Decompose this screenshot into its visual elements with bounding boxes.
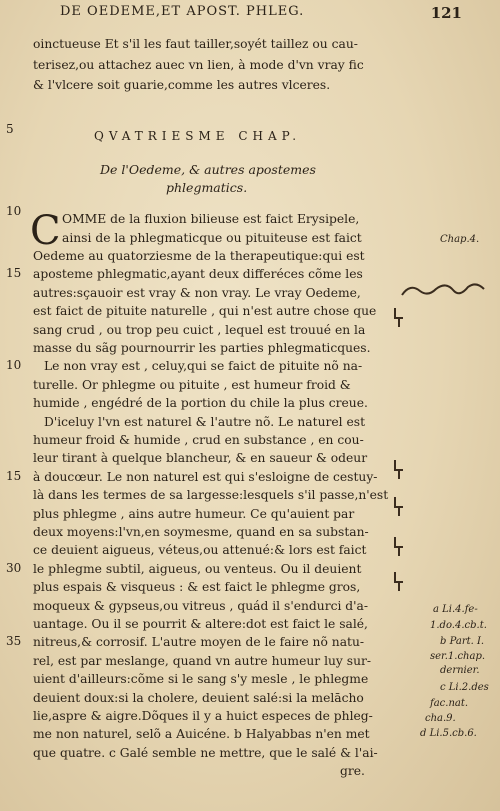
- marginal-cross-mark-icon: [392, 458, 406, 480]
- line-number: 10: [6, 204, 22, 218]
- margin-note: d Li.5.cb.6.: [420, 728, 477, 739]
- text-line: moqueux & gypseus,ou vitreus , quád il s'endurci d'a-: [33, 599, 369, 613]
- marginal-cross-mark-icon: [392, 495, 406, 517]
- chapter-subtitle: De l'Oedeme, & autres apostemes: [100, 162, 316, 177]
- line-number: 15: [6, 266, 22, 280]
- text-line: humeur froid & humide , crud en substance , en cou-: [33, 433, 364, 447]
- text-line: rel, est par meslange, quand vn autre humeur luy sur-: [33, 654, 372, 668]
- text-line: autres:sçauoir est vray & non vray. Le vray Oedeme,: [33, 286, 361, 300]
- text-line: est faict de pituite naturelle , qui n'est autre chose que: [33, 304, 377, 318]
- text-line: Oedeme au quatorziesme de la therapeutique:qui est: [33, 249, 365, 263]
- text-line: nitreus,& corrosif. L'autre moyen de le faire nõ natu-: [33, 635, 365, 649]
- margin-note: Chap.4.: [440, 234, 480, 245]
- text-line: aposteme phlegmatic,ayant deux differéces cõme les: [33, 267, 363, 281]
- text-line: & l'vlcere soit guarie,comme les autres vlceres.: [33, 78, 331, 92]
- line-number: 10: [6, 358, 22, 372]
- line-number: 35: [6, 634, 22, 648]
- line-number: 30: [6, 561, 22, 575]
- text-line: plus phlegme , ains autre humeur. Ce qu'auient par: [33, 507, 355, 521]
- chapter-heading: QVATRIESME CHAP.: [94, 129, 302, 143]
- text-line: ainsi de la phlegmaticque ou pituiteuse est faict: [62, 231, 362, 245]
- text-line: Le non vray est , celuy,qui se faict de pituite nõ na-: [44, 359, 363, 373]
- text-line: uantage. Ou il se pourrit & altere:dot est faict le salé,: [33, 617, 368, 631]
- text-line: le phlegme subtil, aigueus, ou venteus. Ou il deuient: [33, 562, 362, 576]
- text-line: deux moyens:l'vn,en soymesme, quand en sa substan-: [33, 525, 369, 539]
- drop-cap: C: [30, 208, 61, 254]
- text-line: plus espais & visqueus : & est faict le phlegme gros,: [33, 580, 361, 594]
- text-line: leur tirant à quelque blancheur, & en saueur & odeur: [33, 451, 368, 465]
- text-line: que quatre. c Galé semble ne mettre, que le salé & l'ai-: [33, 746, 378, 760]
- margin-note: dernier.: [440, 665, 480, 676]
- text-line: uient d'ailleurs:cõme si le sang s'y mesle , le phlegme: [33, 672, 369, 686]
- text-line: D'iceluy l'vn est naturel & l'autre nõ. Le naturel est: [44, 415, 366, 429]
- text-line: gre.: [340, 764, 365, 778]
- handwritten-scribble-icon: [396, 275, 496, 315]
- margin-note: cha.9.: [425, 713, 456, 724]
- margin-note: c Li.2.des: [440, 682, 489, 693]
- line-number: 15: [6, 469, 22, 483]
- text-line: oinctueuse Et s'il les faut tailler,soyét taillez ou cau-: [33, 37, 358, 51]
- page-number: 121: [430, 4, 462, 22]
- margin-note: b Part. I.: [440, 636, 485, 647]
- text-line: OMME de la fluxion bilieuse est faict Erysipele,: [62, 212, 360, 226]
- text-line: là dans les termes de sa largesse:lesquels s'il passe,n'est: [33, 488, 389, 502]
- running-header: [24, 4, 490, 22]
- chapter-subtitle-cont: phlegmatics.: [166, 180, 248, 195]
- text-line: sang crud , ou trop peu cuict , lequel est trouué en la: [33, 323, 366, 337]
- text-line: à doucœur. Le non naturel est qui s'esloigne de cestuy-: [33, 470, 378, 484]
- margin-note: ser.1.chap.: [430, 651, 486, 662]
- marginal-cross-mark-icon: [392, 570, 406, 592]
- text-line: humide , engédré de la portion du chile la plus creue.: [33, 396, 368, 410]
- text-line: lie,aspre & aigre.Dõques il y a huict especes de phleg-: [33, 709, 373, 723]
- margin-note: 1.do.4.cb.t.: [430, 620, 487, 631]
- text-line: terisez,ou attachez auec vn lien, à mode d'vn vray fic: [33, 58, 364, 72]
- running-title: DE OEDEME,ET APOST. PHLEG.: [60, 4, 305, 19]
- margin-note: fac.nat.: [430, 698, 469, 709]
- marginal-cross-mark-icon: [392, 306, 406, 328]
- line-number: 5: [6, 122, 14, 136]
- text-line: deuient doux:si la cholere, deuient salé:si la melācho: [33, 691, 364, 705]
- text-line: turelle. Or phlegme ou pituite , est humeur froid &: [33, 378, 351, 392]
- margin-note: a Li.4.fe-: [433, 604, 478, 615]
- marginal-cross-mark-icon: [392, 535, 406, 557]
- text-line: ce deuient aigueus, véteus,ou attenué:& lors est faict: [33, 543, 367, 557]
- text-line: me non naturel, selõ a Auicéne. b Halyabbas n'en met: [33, 727, 370, 741]
- text-line: masse du sãg pournourrir les parties phlegmaticques.: [33, 341, 371, 355]
